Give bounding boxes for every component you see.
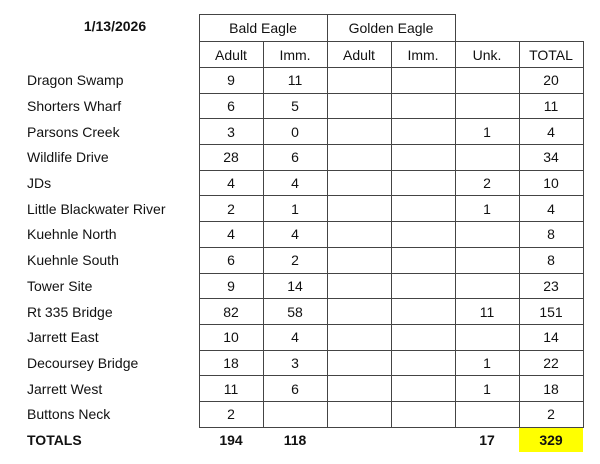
total-golden-imm bbox=[391, 427, 455, 452]
cell-golden-imm bbox=[391, 350, 455, 376]
cell-bald-imm: 2 bbox=[263, 247, 327, 273]
site-name: Buttons Neck bbox=[27, 406, 111, 423]
cell-bald-imm: 4 bbox=[263, 324, 327, 350]
cell-golden-imm bbox=[391, 119, 455, 145]
cell-bald-adult: 28 bbox=[199, 145, 263, 171]
blank-cell bbox=[519, 15, 583, 42]
cell-total: 14 bbox=[519, 324, 583, 350]
col-golden-adult: Adult bbox=[327, 42, 391, 68]
cell-bald-adult: 18 bbox=[199, 350, 263, 376]
cell-bald-adult: 9 bbox=[199, 273, 263, 299]
cell-golden-imm bbox=[391, 145, 455, 171]
cell-bald-adult: 6 bbox=[199, 93, 263, 119]
cell-golden-imm bbox=[391, 401, 455, 427]
cell-golden-adult bbox=[327, 222, 391, 248]
cell-golden-imm bbox=[391, 324, 455, 350]
survey-date: 1/13/2026 bbox=[83, 18, 147, 34]
cell-bald-adult: 10 bbox=[199, 324, 263, 350]
cell-golden-imm bbox=[391, 299, 455, 325]
col-unknown: Unk. bbox=[455, 42, 519, 68]
cell-unknown: 11 bbox=[455, 299, 519, 325]
cell-unknown bbox=[455, 273, 519, 299]
cell-bald-adult: 3 bbox=[199, 119, 263, 145]
site-name: Decoursey Bridge bbox=[27, 354, 139, 371]
cell-bald-imm: 3 bbox=[263, 350, 327, 376]
cell-total: 8 bbox=[519, 247, 583, 273]
cell-golden-adult bbox=[327, 247, 391, 273]
cell-total: 4 bbox=[519, 119, 583, 145]
table-row bbox=[0, 273, 583, 299]
table-row bbox=[0, 324, 583, 350]
cell-total: 11 bbox=[519, 93, 583, 119]
site-name: Rt 335 Bridge bbox=[27, 303, 113, 320]
cell-golden-adult bbox=[327, 170, 391, 196]
cell-golden-adult bbox=[327, 145, 391, 171]
table-row bbox=[0, 119, 583, 145]
cell-total: 34 bbox=[519, 145, 583, 171]
cell-unknown: 1 bbox=[455, 350, 519, 376]
cell-golden-adult bbox=[327, 299, 391, 325]
table-row bbox=[0, 376, 583, 402]
cell-golden-imm bbox=[391, 222, 455, 248]
site-name: Dragon Swamp bbox=[27, 72, 124, 89]
cell-golden-adult bbox=[327, 119, 391, 145]
totals-label: TOTALS bbox=[27, 431, 82, 448]
col-bald-adult: Adult bbox=[199, 42, 263, 68]
cell-total: 18 bbox=[519, 376, 583, 402]
cell-unknown: 2 bbox=[455, 170, 519, 196]
cell-bald-imm: 14 bbox=[263, 273, 327, 299]
total-bald-adult: 194 bbox=[219, 431, 243, 448]
cell-golden-imm bbox=[391, 196, 455, 222]
column-header-row bbox=[0, 42, 583, 68]
cell-golden-adult bbox=[327, 376, 391, 402]
site-name: Shorters Wharf bbox=[27, 98, 122, 115]
site-name: Wildlife Drive bbox=[27, 149, 109, 166]
eagle-count-table bbox=[0, 14, 584, 452]
table-row bbox=[0, 247, 583, 273]
cell-total: 20 bbox=[519, 68, 583, 94]
site-name: Kuehnle North bbox=[27, 226, 117, 243]
cell-bald-imm bbox=[263, 401, 327, 427]
site-name: Parsons Creek bbox=[27, 123, 120, 140]
cell-bald-adult: 2 bbox=[199, 401, 263, 427]
bald-eagle-header: Bald Eagle bbox=[199, 15, 327, 42]
col-golden-imm: Imm. bbox=[391, 42, 455, 68]
cell-bald-adult: 9 bbox=[199, 68, 263, 94]
table-row bbox=[0, 299, 583, 325]
cell-bald-imm: 6 bbox=[263, 376, 327, 402]
cell-golden-adult bbox=[327, 196, 391, 222]
cell-bald-adult: 4 bbox=[199, 222, 263, 248]
table-row bbox=[0, 68, 583, 94]
total-unknown: 17 bbox=[479, 431, 495, 448]
cell-golden-adult bbox=[327, 93, 391, 119]
cell-bald-adult: 4 bbox=[199, 170, 263, 196]
total-golden-adult bbox=[327, 427, 391, 452]
cell-unknown: 1 bbox=[455, 376, 519, 402]
cell-bald-adult: 6 bbox=[199, 247, 263, 273]
golden-eagle-header: Golden Eagle bbox=[327, 15, 455, 42]
cell-golden-imm bbox=[391, 376, 455, 402]
site-name: Kuehnle South bbox=[27, 252, 119, 269]
cell-total: 8 bbox=[519, 222, 583, 248]
cell-bald-imm: 5 bbox=[263, 93, 327, 119]
cell-golden-adult bbox=[327, 273, 391, 299]
cell-unknown: 1 bbox=[455, 196, 519, 222]
cell-bald-imm: 0 bbox=[263, 119, 327, 145]
blank-cell bbox=[455, 15, 519, 42]
species-header-row bbox=[0, 15, 583, 42]
table-row bbox=[0, 145, 583, 171]
cell-unknown bbox=[455, 93, 519, 119]
cell-unknown bbox=[455, 68, 519, 94]
cell-bald-imm: 58 bbox=[263, 299, 327, 325]
cell-golden-imm bbox=[391, 68, 455, 94]
cell-golden-imm bbox=[391, 247, 455, 273]
cell-golden-imm bbox=[391, 93, 455, 119]
cell-unknown bbox=[455, 222, 519, 248]
cell-bald-imm: 4 bbox=[263, 222, 327, 248]
cell-bald-adult: 11 bbox=[199, 376, 263, 402]
col-bald-imm: Imm. bbox=[263, 42, 327, 68]
table-row bbox=[0, 401, 583, 427]
cell-bald-imm: 4 bbox=[263, 170, 327, 196]
total-bald-imm: 118 bbox=[283, 431, 307, 448]
col-total: TOTAL bbox=[519, 42, 583, 68]
cell-total: 22 bbox=[519, 350, 583, 376]
table-row bbox=[0, 196, 583, 222]
cell-total: 23 bbox=[519, 273, 583, 299]
table-row bbox=[0, 93, 583, 119]
cell-bald-imm: 1 bbox=[263, 196, 327, 222]
cell-bald-imm: 11 bbox=[263, 68, 327, 94]
cell-golden-imm bbox=[391, 170, 455, 196]
cell-bald-imm: 6 bbox=[263, 145, 327, 171]
cell-golden-adult bbox=[327, 350, 391, 376]
site-name: JDs bbox=[27, 175, 52, 192]
site-name: Little Blackwater River bbox=[27, 200, 166, 217]
cell-total: 151 bbox=[519, 299, 583, 325]
cell-total: 2 bbox=[519, 401, 583, 427]
site-name: Tower Site bbox=[27, 277, 93, 294]
table-row bbox=[0, 350, 583, 376]
cell-total: 4 bbox=[519, 196, 583, 222]
blank-cell bbox=[0, 42, 199, 68]
site-name: Jarrett East bbox=[27, 329, 99, 346]
cell-golden-imm bbox=[391, 273, 455, 299]
site-name: Jarrett West bbox=[27, 380, 103, 397]
table-row bbox=[0, 170, 583, 196]
cell-unknown bbox=[455, 145, 519, 171]
totals-row bbox=[0, 427, 583, 452]
cell-golden-adult bbox=[327, 68, 391, 94]
blank-cell bbox=[0, 15, 199, 42]
cell-bald-adult: 82 bbox=[199, 299, 263, 325]
cell-golden-adult bbox=[327, 401, 391, 427]
cell-unknown: 1 bbox=[455, 119, 519, 145]
cell-unknown bbox=[455, 247, 519, 273]
cell-unknown bbox=[455, 401, 519, 427]
cell-golden-adult bbox=[327, 324, 391, 350]
cell-bald-adult: 2 bbox=[199, 196, 263, 222]
cell-total: 10 bbox=[519, 170, 583, 196]
total-total: 329 bbox=[519, 427, 583, 452]
cell-unknown bbox=[455, 324, 519, 350]
table-row bbox=[0, 222, 583, 248]
